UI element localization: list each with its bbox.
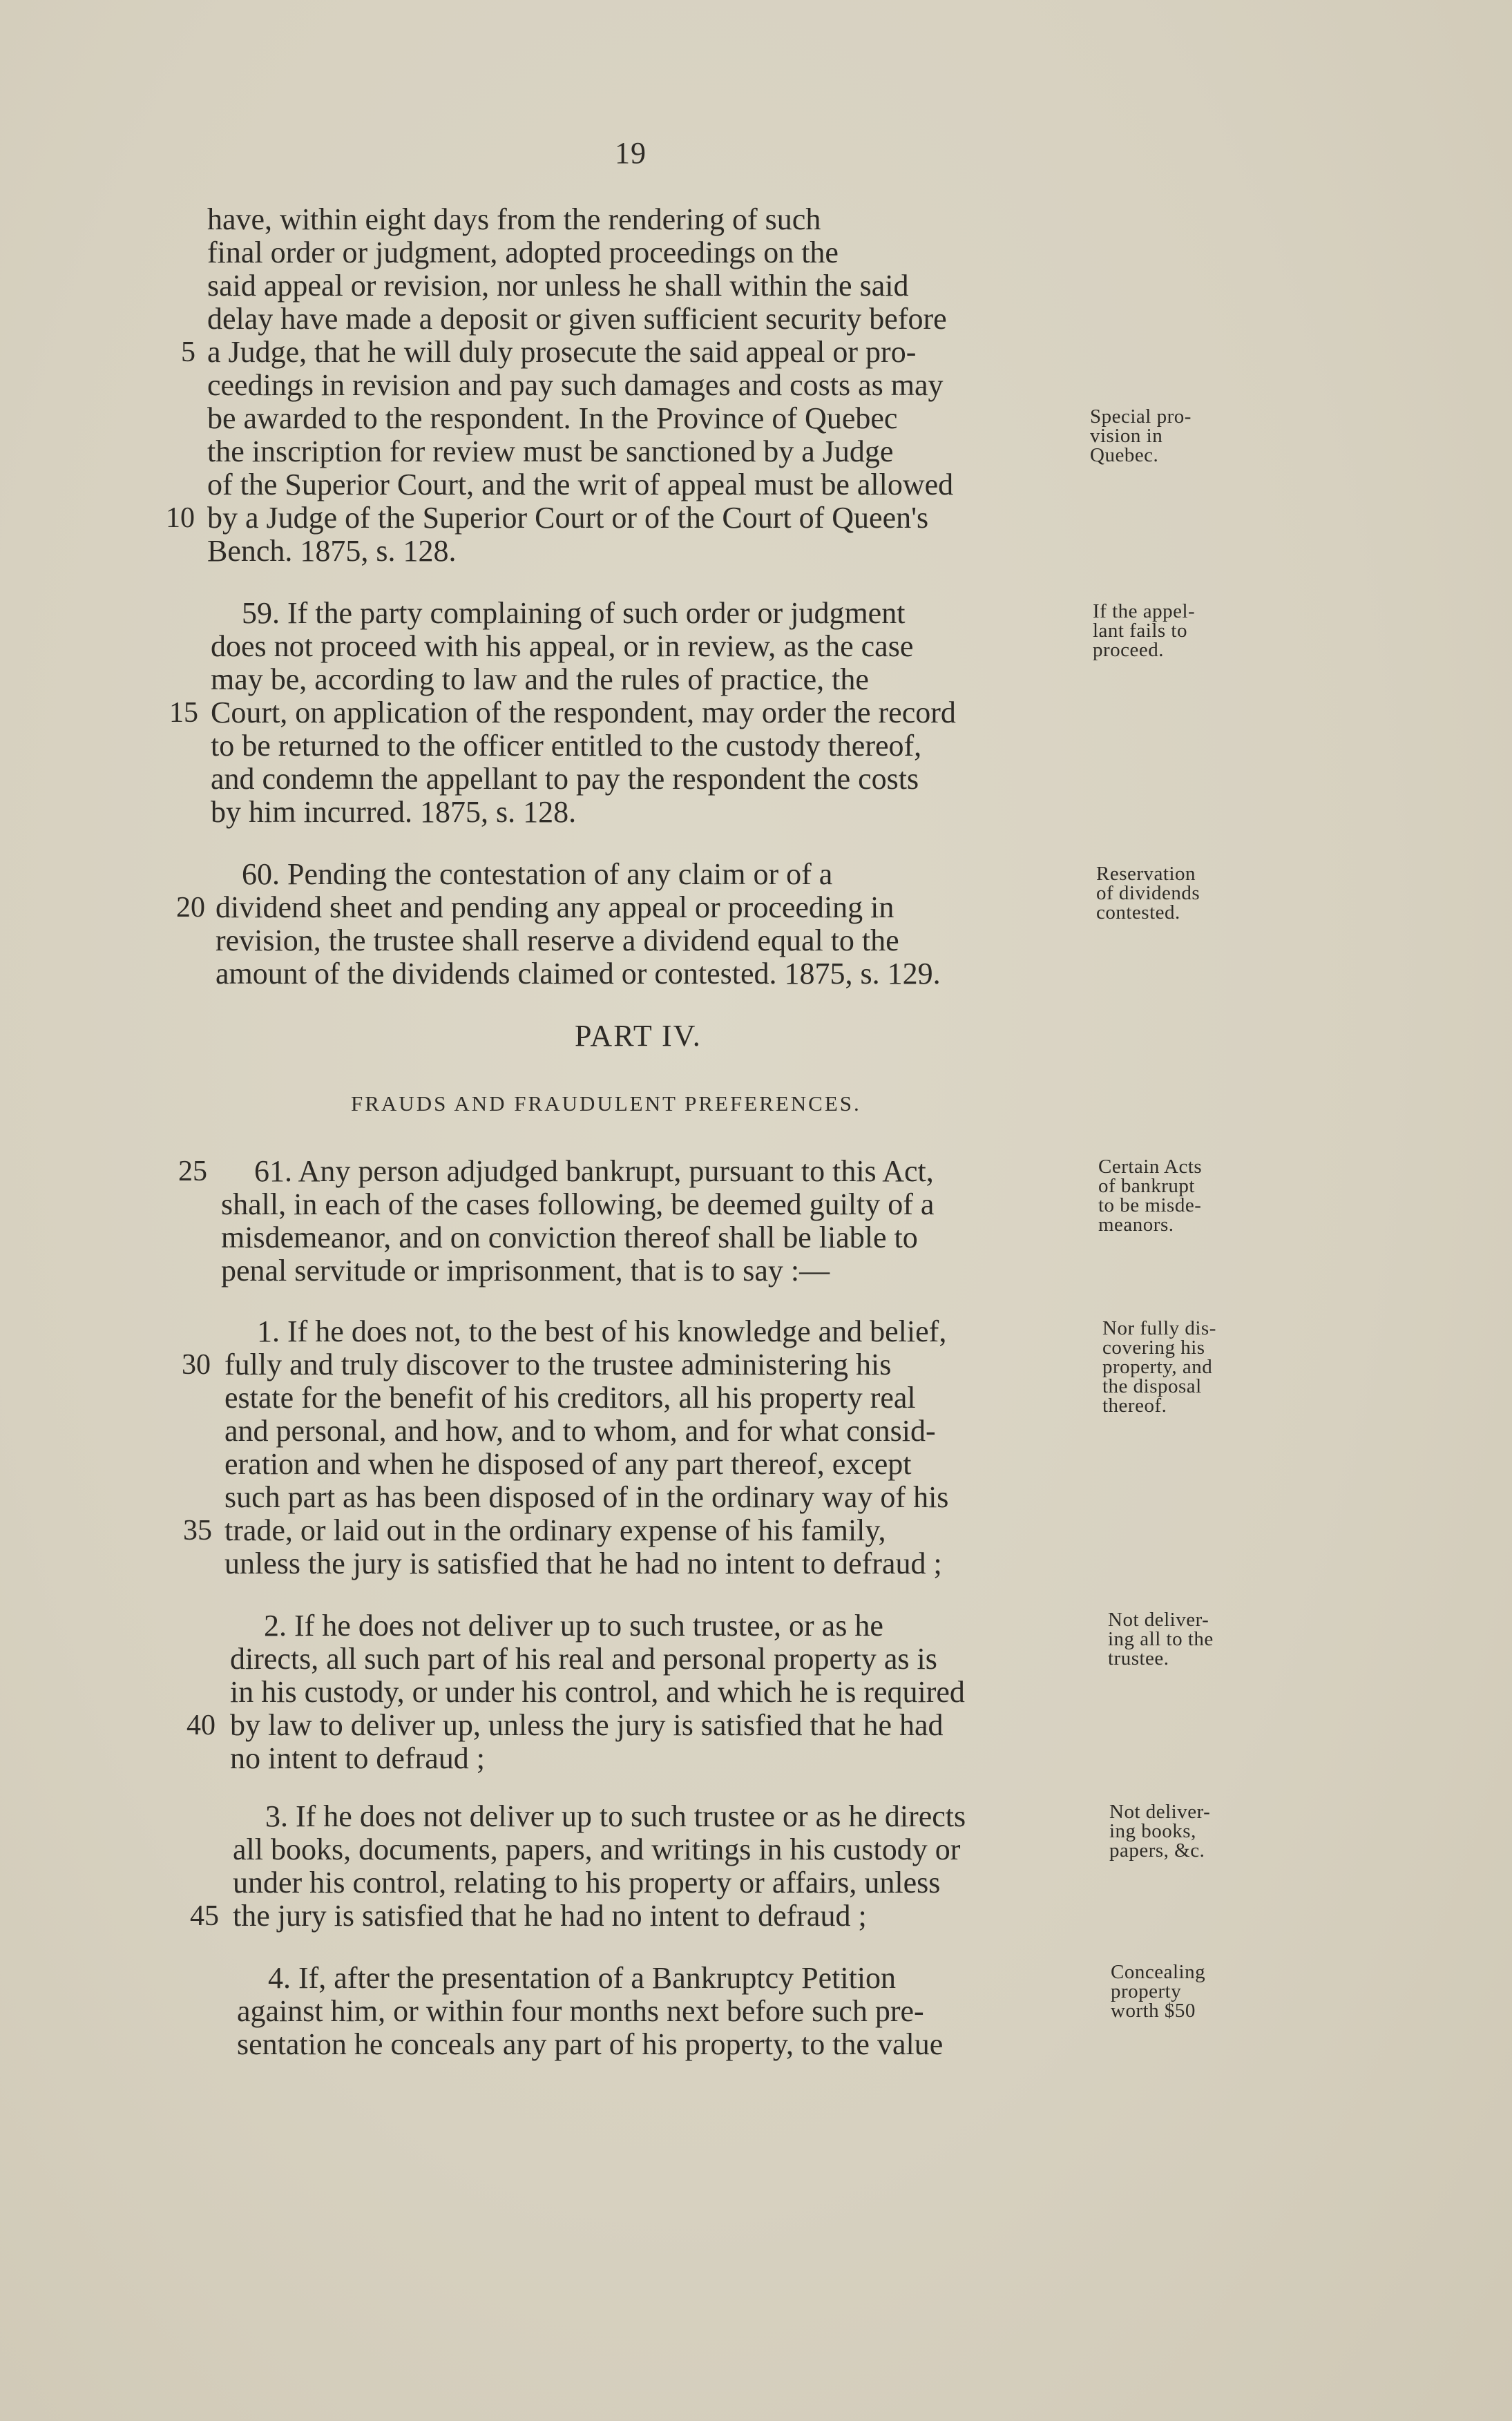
text-line: 61. Any person adjudged bankrupt, pursuant to this Act, (254, 1154, 934, 1188)
margin-note-line: trustee. (1108, 1647, 1169, 1669)
text-line: by law to deliver up, unless the jury is satisfied that he had (230, 1708, 944, 1742)
text-line: revision, the trustee shall reserve a dividend equal to the (216, 924, 899, 957)
text-line: and condemn the appellant to pay the respondent the costs (211, 762, 919, 796)
line-number: 15 (169, 697, 198, 729)
margin-note-line: property, and (1102, 1356, 1213, 1378)
text-line: Court, on application of the respondent, may order the record (211, 696, 956, 729)
text-line: final order or judgment, adopted proceedings on the (207, 236, 839, 269)
part-heading: PART IV. (575, 1019, 702, 1053)
text-line: amount of the dividends claimed or contested. 1875, s. 129. (216, 957, 941, 991)
text-line: be awarded to the respondent. In the Province of Quebec (207, 401, 898, 435)
text-line: 59. If the party complaining of such order or judgment (242, 596, 906, 630)
text-line: fully and truly discover to the trustee administering his (224, 1348, 892, 1381)
margin-note-line: covering his (1102, 1337, 1205, 1359)
text-line: penal servitude or imprisonment, that is to say :— (221, 1254, 830, 1288)
text-line: said appeal or revision, nor unless he shall within the said (207, 269, 909, 303)
text-line: 1. If he does not, to the best of his knowledge and belief, (257, 1314, 947, 1348)
margin-note-line: worth $50 (1111, 2000, 1196, 2022)
margin-note-line: vision in (1090, 425, 1163, 447)
section-subheading: FRAUDS AND FRAUDULENT PREFERENCES. (351, 1091, 861, 1116)
text-line: 60. Pending the contestation of any claim or of a (242, 857, 833, 891)
margin-note-line: Concealing (1111, 1961, 1206, 1983)
text-line: to be returned to the officer entitled to the custody thereof, (211, 729, 922, 763)
margin-note-line: to be misde- (1098, 1194, 1202, 1216)
margin-note-line: ing books, (1109, 1820, 1196, 1842)
text-line: ceedings in revision and pay such damages and costs as may (207, 368, 944, 402)
margin-note-line: proceed. (1093, 639, 1165, 661)
line-number: 25 (178, 1156, 207, 1187)
text-line: Bench. 1875, s. 128. (207, 534, 457, 568)
text-line: of the Superior Court, and the writ of appeal must be allowed (207, 468, 954, 501)
line-number: 40 (186, 1710, 216, 1741)
line-number: 20 (176, 892, 205, 924)
text-line: trade, or laid out in the ordinary expense of his family, (224, 1513, 886, 1547)
text-line: 3. If he does not deliver up to such trustee or as he directs (265, 1799, 966, 1833)
text-line: unless the jury is satisfied that he had no intent to defraud ; (224, 1547, 942, 1580)
margin-note-line: papers, &c. (1109, 1839, 1205, 1862)
margin-note-line: property (1111, 1980, 1182, 2002)
line-number: 10 (166, 502, 195, 534)
text-line: by a Judge of the Superior Court or of the Court of Queen's (207, 501, 929, 535)
text-line: a Judge, that he will duly prosecute the said appeal or pro- (207, 335, 917, 369)
margin-note-line: thereof. (1102, 1395, 1167, 1417)
text-line: under his control, relating to his property or affairs, unless (233, 1866, 941, 1900)
text-line: 4. If, after the presentation of a Bankruptcy Petition (268, 1961, 897, 1995)
page-number: 19 (615, 136, 647, 170)
margin-note-line: of bankrupt (1098, 1175, 1195, 1197)
text-line: no intent to defraud ; (230, 1741, 486, 1775)
margin-note-line: If the appel- (1093, 600, 1196, 622)
margin-note-line: Not deliver- (1108, 1609, 1209, 1631)
line-number: 45 (190, 1900, 219, 1932)
margin-note-line: Not deliver- (1109, 1801, 1211, 1823)
text-line: dividend sheet and pending any appeal or proceeding in (216, 890, 894, 924)
text-line: estate for the benefit of his creditors, all his property real (224, 1381, 916, 1415)
text-line: all books, documents, papers, and writings in his custody or (233, 1833, 961, 1866)
text-line: 2. If he does not deliver up to such trustee, or as he (264, 1609, 883, 1643)
line-number: 35 (183, 1515, 212, 1547)
text-line: does not proceed with his appeal, or in review, as the case (211, 629, 914, 663)
text-line: the inscription for review must be sanctioned by a Judge (207, 434, 894, 468)
text-line: directs, all such part of his real and personal property as is (230, 1642, 937, 1676)
margin-note-line: meanors. (1098, 1214, 1174, 1236)
text-line: delay have made a deposit or given sufficient security before (207, 302, 947, 336)
text-line: sentation he conceals any part of his property, to the value (237, 2027, 944, 2061)
text-line: and personal, and how, and to whom, and for what consid- (224, 1414, 936, 1448)
text-line: have, within eight days from the rendering of such (207, 202, 821, 236)
margin-note-line: contested. (1096, 901, 1180, 924)
text-line: by him incurred. 1875, s. 128. (211, 795, 577, 829)
margin-note-line: Quebec. (1090, 444, 1159, 466)
text-line: against him, or within four months next before such pre- (237, 1994, 924, 2028)
margin-note-line: of dividends (1096, 882, 1200, 904)
margin-note-line: ing all to the (1108, 1628, 1214, 1650)
line-number: 5 (181, 336, 195, 368)
margin-note-line: lant fails to (1093, 620, 1187, 642)
line-number: 30 (182, 1349, 211, 1381)
text-line: shall, in each of the cases following, be deemed guilty of a (221, 1187, 935, 1221)
text-line: may be, according to law and the rules of practice, the (211, 662, 869, 696)
text-line: the jury is satisfied that he had no intent to defraud ; (233, 1899, 867, 1933)
margin-note-line: Special pro- (1090, 405, 1192, 428)
text-line: eration and when he disposed of any part thereof, except (224, 1447, 912, 1481)
text-line: misdemeanor, and on conviction thereof shall be liable to (221, 1221, 918, 1254)
text-line: in his custody, or under his control, and which he is required (230, 1675, 965, 1709)
text-line: such part as has been disposed of in the ordinary way of his (224, 1480, 949, 1514)
margin-note-line: Nor fully dis- (1102, 1317, 1216, 1339)
margin-note-line: the disposal (1102, 1375, 1202, 1397)
margin-note-line: Reservation (1096, 863, 1196, 885)
margin-note-line: Certain Acts (1098, 1156, 1203, 1178)
